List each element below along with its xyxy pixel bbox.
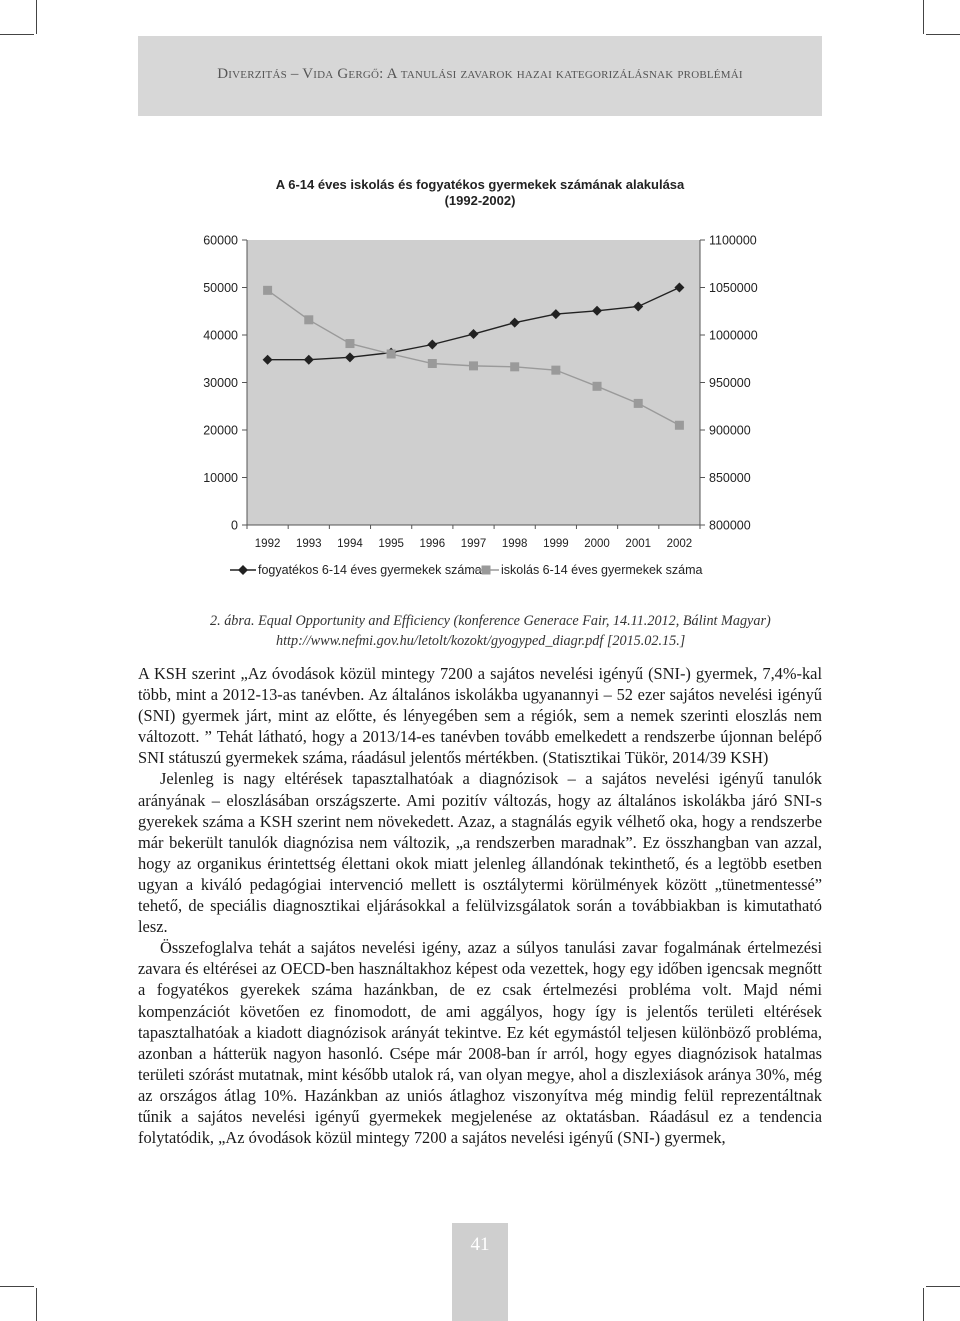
y-left-tick-label: 10000 xyxy=(203,471,238,485)
x-tick-label: 1998 xyxy=(501,538,528,550)
line-chart xyxy=(138,116,822,596)
crop-mark xyxy=(36,1288,37,1321)
body-text xyxy=(138,663,822,1148)
y-right-tick-label: 950000 xyxy=(709,376,751,390)
crop-mark xyxy=(926,1286,960,1287)
square-marker xyxy=(304,315,313,324)
page-number: 41 xyxy=(470,1234,490,1255)
y-left-tick-label: 0 xyxy=(231,518,238,533)
y-left-tick-label: 40000 xyxy=(203,328,238,343)
x-tick-label: 1994 xyxy=(337,538,363,550)
square-marker xyxy=(675,421,684,430)
paragraph-2: Jelenleg is nagy eltérések tapasztalhatóak a diagnózisok – a sajátos nevelési igényű tanulók arányának – eloszlásában országszerte. Ami pozitív változás, hogy az általános iskolákba járó SNI-s gyerekek száma a KSH szerint nem növekedett. Azaz, a stagnálás egyik vélhető oka, hogy a rendszerbe már bekerült tanulók diagnózisa nem változik, „a rendszerben maradnak”. Ez összhangban van azzal, hogy az organikus érintettség élettani okok miatt jelenleg állandónak tekinthető, és a legtöbb esetben ugyan a kiváló pedagógiai intervenció mellett is osztálytermi körülmények között „tünetmentessé” tehető, de speciális diagnosztikai eljárásokkal a felülvizsgálatok során a továbbiakban is kimutatható lesz. xyxy=(138,769,822,937)
crop-mark xyxy=(36,0,37,34)
diamond-marker xyxy=(238,565,248,575)
square-marker xyxy=(482,566,491,575)
y-left-tick-label: 60000 xyxy=(203,233,238,248)
x-tick-label: 1997 xyxy=(460,538,487,550)
y-left-tick-label: 20000 xyxy=(203,423,238,438)
caption-source: Equal Opportunity and Efficiency (konference Generace Fair, 14.11.2012, Bálint Magyar) xyxy=(258,613,771,629)
x-tick-label: 1993 xyxy=(295,538,322,550)
figure xyxy=(138,116,822,596)
legend-label: iskolás 6-14 éves gyermekek száma xyxy=(501,563,703,577)
caption-line-1 xyxy=(210,611,770,631)
paragraph-1: A KSH szerint „Az óvodások közül mintegy 7200 a sajátos nevelési igényű (SNI-) gyermek, 7,4%-kal több, mint a 2012-13-as tanévben. Az általános iskolákba ugyanannyi – 52 ezer sajátos nevelési igényű (SNI) gyermek járt, mint az előtte, és lényegében sem a régiók, sem a nemek szerinti eloszlás nem változott. ” Tehát látható, hogy a 2013/14-es tanévben tovább emelkedett a rendszerbe újonnan belépő SNI státuszú gyermekek száma, ráadásul jelentős mértékben. (Statisztikai Tükör, 2014/39 KSH) xyxy=(138,664,822,768)
y-left-tick-label: 50000 xyxy=(203,281,238,295)
x-tick-label: 1996 xyxy=(419,538,446,550)
x-tick-label: 2002 xyxy=(666,538,693,550)
x-tick-label: 1992 xyxy=(254,538,281,550)
square-marker xyxy=(593,382,602,391)
crop-mark xyxy=(923,1288,924,1321)
caption-label: 2. ábra. xyxy=(210,613,255,629)
crop-mark xyxy=(926,34,960,35)
paragraph-3: Összefoglalva tehát a sajátos nevelési igény, azaz a súlyos tanulási zavar fogalmának értelmezési zavara és eltérései az OECD-ben használtakhoz képest oda vezettek, hogy egy időben igencsak megnőtt a fogyatékos gyerekek száma hazánkban, de ez csak értelmezési probléma volt. Majd némi kompenzációt követően ez finomodott, de ami aggályos, hogy így is jelentős területi eltérések tapasztalhatóak a kiadott diagnózisok arányát tekintve. Ez két egymástól teljesen különböző probléma, azonban a hátterük nagyon hasonló. Csépe már 2008-ban ír arról, hogy egyes diagnózisok hatalmas területi szórást mutatnak, mint később utalok rá, van olyan megye, ahol a diszlexiások aránya 30%, még az országos átlag 10%. Hazánkban az uniós átlaghoz viszonyítva még mindig felül reprezentáltnak tűnik a sajátos nevelési igényű gyermekek megjelenése az oktatásban. Ráadásul ez a tendencia folytatódik, „Az óvodások közül mintegy 7200 a sajátos nevelési igényű (SNI-) gyermek, xyxy=(138,938,822,1148)
crop-mark xyxy=(0,1286,34,1287)
crop-mark xyxy=(923,0,924,34)
chart-subtitle: (1992-2002) xyxy=(444,193,516,208)
caption-url: http://www.nefmi.gov.hu/letolt/kozokt/gyogyped_diagr.pdf [2015.02.15.] xyxy=(276,633,686,649)
x-tick-label: 1999 xyxy=(543,538,569,550)
chart-title: A 6-14 éves iskolás és fogyatékos gyermekek számának alakulása xyxy=(275,177,685,192)
y-right-tick-label: 900000 xyxy=(709,423,751,438)
square-marker xyxy=(263,286,272,295)
square-marker xyxy=(428,359,437,368)
plot-area xyxy=(247,240,700,525)
y-right-tick-label: 850000 xyxy=(709,471,751,485)
x-tick-label: 2001 xyxy=(625,538,652,550)
y-right-tick-label: 800000 xyxy=(709,518,751,533)
square-marker xyxy=(634,399,643,408)
running-head: Diverzitás – Vida Gergő: A tanulási zavarok hazai kategorizálásnak problémái xyxy=(217,66,743,82)
y-right-tick-label: 1000000 xyxy=(709,328,758,343)
y-left-tick-label: 30000 xyxy=(203,376,238,390)
square-marker xyxy=(345,339,354,348)
x-tick-label: 2000 xyxy=(584,538,610,550)
y-right-tick-label: 1050000 xyxy=(709,281,758,295)
x-tick-label: 1995 xyxy=(378,538,404,550)
square-marker xyxy=(387,350,396,359)
crop-mark xyxy=(0,34,34,35)
square-marker xyxy=(510,362,519,371)
square-marker xyxy=(551,366,560,375)
legend-label: fogyatékos 6-14 éves gyermekek száma xyxy=(258,563,482,577)
y-right-tick-label: 1100000 xyxy=(709,233,757,248)
figure-caption xyxy=(210,611,770,651)
square-marker xyxy=(469,361,478,370)
